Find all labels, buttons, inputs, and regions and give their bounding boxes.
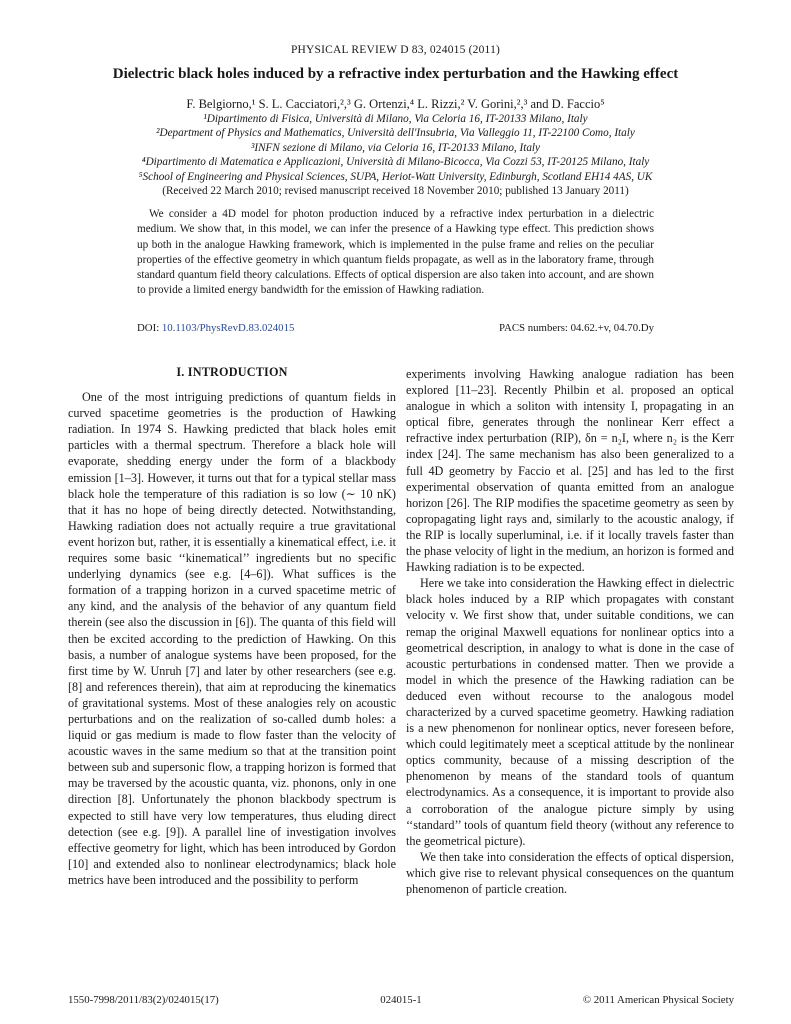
page-footer [68,994,734,1008]
doi [137,322,294,334]
footer-copyright: © 2011 American Physical Society [582,994,734,1006]
affiliations [60,112,731,184]
affiliation-3: ³INFN sezione di Milano, via Celoria 16, IT-20133 Milano, Italy [250,141,541,154]
intro-paragraph-1: One of the most intriguing predictions of quantum fields in curved spacetime geometries is the production of Hawking radiation. In 1974 S. Hawking predicted that black holes emit particles with a thermal spectrum. Therefore a black hole will evaporate, shedding energy under the form of a blackbody emission [1–3]. However, it turns out that for a typical stellar mass black hole the temperature of this radiation is so low (∼ 10 nK) that it has no hope of being directly detected. Notwithstanding, Hawking radiation does not actually require a true gravitational event horizon but, rather, it is essentially a kinematical effect, i.e. it requires some basic ‘‘kinematical’’ ingredients but no specific underlying dynamics (see e.g. [4–6]). What suffices is the formation of a trapping horizon in a curved spacetime metric of any kind, and the analysis of the behavior of any quantum field therein (see also the discussion in [6]). The quanta of this field will then be excited according to the prediction of Hawking. On this basis, a number of analogue systems have been proposed, for the first time by W. Unruh [7] and later by other researchers (see e.g. [8] and references therein), that aim at reproducing the kinematics of gravitational systems. Most of these analogies rely on acoustic perturbations and on the realization of so-called dumb holes: a liquid or gas medium is made to flow faster than the velocity of acoustic waves in the same medium so that at the transition point between sub and supersonic flow, a trapping horizon is formed that may be traversed by the acoustic quanta, viz. phonons, only in one direction [8]. Unfortunately the phonon blackbody spectrum is expected to still have very low temperatures, thus eluding direct detection (see e.g. [9]). A parallel line of investigation involves effective geometry for light, which has been introduced by Gordon [10] and extended also to nonlinear electrodynamics; black hole metrics have been introduced and the possibility to perform [68,390,396,887]
footer-issn: 1550-7998/2011/83(2)/024015(17) [68,994,219,1006]
left-column [68,364,396,888]
right-column [406,366,734,897]
journal-header: PHYSICAL REVIEW D 83, 024015 (2011) [290,44,501,56]
pacs-numbers: PACS numbers: 04.62.+v, 04.70.Dy [499,322,654,334]
section-heading: I. INTRODUCTION [176,365,288,379]
affiliation-2: ²Department of Physics and Mathematics, Università dell'Insubria, Via Valleggio 11, IT-22100 Como, Italy [156,127,635,140]
paper-title: Dielectric black holes induced by a refractive index perturbation and the Hawking effect [112,66,679,82]
affiliation-1: ¹Dipartimento di Fisica, Università di Milano, Via Celoria 16, IT-20133 Milano, Italy [203,113,588,125]
affiliation-4: ⁴Dipartimento di Matematica e Applicazioni, Università di Milano-Bicocca, Via Cozzi 53, IT-20125 Milano, Italy [141,156,650,169]
doi-label: DOI: [137,322,160,334]
received-dates: (Received 22 March 2010; revised manuscript received 18 November 2010; published 13 January 2011) [162,185,629,197]
affiliation-5: ⁵School of Engineering and Physical Sciences, SUPA, Heriot-Watt University, Edinburgh, Scotland EH14 4AS, UK [138,170,653,183]
doi-link[interactable]: 10.1103/PhysRevD.83.024015 [161,322,295,334]
intro-paragraph-4: We then take into consideration the effects of optical dispersion, which give rise to relevant physical consequences on the quantum phenomenon of particle creation. [406,849,734,896]
article-meta [137,322,654,336]
intro-paragraph-2: experiments involving Hawking analogue radiation has been explored [11–23]. Recently Philbin et al. proposed an optical analogue in which a soliton with intensity I, propagating in an optical fibre, generates through the nonlinear Kerr effect a refractive index perturbation (RIP), δn = n₂I, where n₂ is the Kerr index [24]. The same mechanism has also been generalized to a full 4D geometry by Faccio et al. [25] and has led to the first experimental observation of quanta emitted from an analogue horizon [26]. The RIP modifies the spacetime geometry as seen by copropagating light rays and, similarly to the acoustic analogy, if the RIP is locally superluminal, i.e. if it locally travels faster than the phase velocity of light in the medium, an horizon is formed and Hawking radiation is to be expected. [406,367,734,575]
intro-paragraph-3: Here we take into consideration the Hawking effect in dielectric black holes induced by a RIP which propagates with constant velocity v. We first show that, under suitable conditions, we can remap the original Maxwell equations for nonlinear optics into a geometrical description, in analogy to what is done in the case of acoustic perturbations in condensed matter. Then we provide a model in which the presence of the Hawking radiation can be deduced even without recourse to the analogous model characterized by a curved spacetime geometry. Hawking radiation is a new phenomenon for nonlinear optics, never foreseen before, which could legitimately meet a sceptical attitude by the nonlinear optics community, because of a missing description of the phenomenon by means of the standard tools of quantum electrodynamics. As a consequence, it is important to provide also a corroboration of the analogue picture simply by using ‘‘standard’’ tools of quantum field theory (without any reference to the geometrical picture). [406,576,734,848]
author-list: F. Belgiorno,¹ S. L. Cacciatori,²,³ G. Ortenzi,⁴ L. Rizzi,² V. Gorini,²,³ and D. Faccio⁵ [186,97,605,111]
abstract-text: We consider a 4D model for photon production induced by a refractive index perturbation in a dielectric medium. We show that, in this model, we can infer the presence of a Hawking type effect. This prediction shows up both in the analogue Hawking framework, which is implemented in the pulse frame and relies on the peculiar properties of the effective geometry in which quantum fields propagate, as well as in the laboratory frame, through standard quantum field theory calculations. Effects of optical dispersion are also taken into account, and are shown to provide a limited energy bandwidth for the emission of Hawking radiation. [137,208,654,297]
abstract [137,207,654,299]
footer-page-number: 024015-1 [380,994,422,1006]
